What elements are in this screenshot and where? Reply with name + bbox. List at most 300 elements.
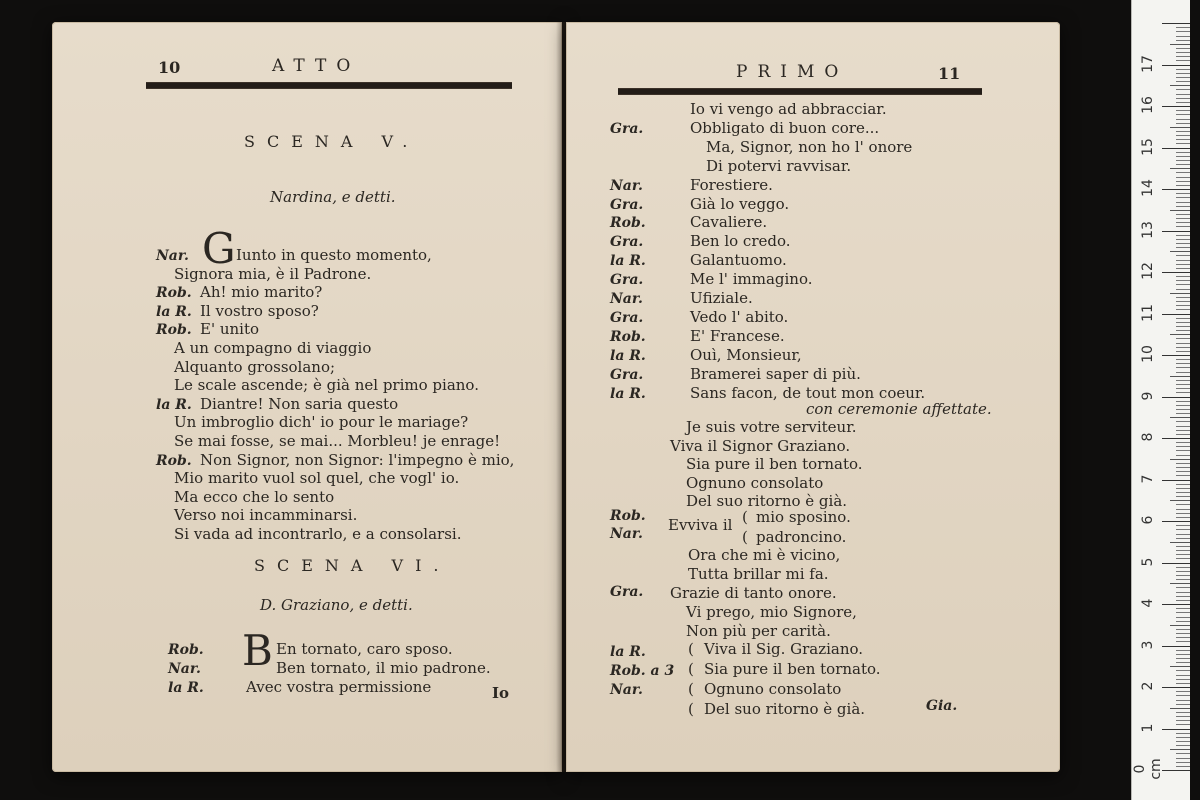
verse-line: Bramerei saper di più. bbox=[690, 364, 861, 383]
ruler-tick bbox=[1176, 268, 1190, 269]
ruler-tick bbox=[1176, 193, 1190, 194]
ruler-tick bbox=[1162, 646, 1190, 647]
speaker-label: Rob. bbox=[610, 328, 646, 345]
ruler-label: 4 bbox=[1140, 598, 1156, 608]
ruler-tick bbox=[1176, 359, 1190, 360]
ruler-label: 15 bbox=[1140, 137, 1156, 156]
ruler-tick bbox=[1176, 40, 1190, 41]
verse-line: Vedo l' abito. bbox=[690, 307, 789, 326]
ruler-label: 3 bbox=[1140, 640, 1156, 649]
ruler-tick bbox=[1176, 309, 1190, 310]
ruler-tick bbox=[1176, 745, 1190, 746]
ruler-tick bbox=[1176, 446, 1190, 447]
ruler-tick bbox=[1176, 247, 1190, 248]
verse-line: Je suis votre serviteur. bbox=[686, 418, 857, 436]
ruler-tick bbox=[1162, 480, 1190, 481]
verse-line: Me l' immagino. bbox=[690, 270, 813, 289]
trio-paren: ( bbox=[688, 660, 694, 678]
speaker-label: Nar. bbox=[610, 177, 643, 194]
ruler-tick bbox=[1176, 235, 1190, 236]
verse-line: Cavaliere. bbox=[690, 213, 768, 232]
drop-cap-g: G bbox=[202, 224, 236, 273]
catchword-left: Io bbox=[492, 684, 510, 702]
ruler-tick bbox=[1176, 475, 1190, 476]
ruler-tick bbox=[1176, 301, 1190, 302]
ruler-tick bbox=[1176, 239, 1190, 240]
ruler-tick bbox=[1176, 276, 1190, 277]
ruler-tick bbox=[1176, 36, 1190, 37]
ruler-tick bbox=[1176, 69, 1190, 70]
verse-line: Tutta brillar mi fa. bbox=[688, 565, 829, 583]
ruler-tick bbox=[1176, 762, 1190, 763]
speaker-label: Gra. bbox=[610, 196, 644, 213]
verse-line: Di potervi ravvisar. bbox=[706, 156, 852, 175]
verse-line: Diantre! Non saria questo bbox=[200, 394, 399, 413]
catchword-right: Gia. bbox=[926, 698, 958, 714]
ruler-tick bbox=[1176, 592, 1190, 593]
verse-line: Le scale ascende; è già nel primo piano. bbox=[174, 376, 479, 395]
verse-line: Galantuomo. bbox=[690, 251, 787, 270]
ruler-tick bbox=[1176, 152, 1190, 153]
ruler-tick bbox=[1176, 114, 1190, 115]
ruler-tick bbox=[1176, 704, 1190, 705]
ruler-tick bbox=[1176, 662, 1190, 663]
page-number-right: 11 bbox=[938, 64, 961, 83]
ruler-tick bbox=[1176, 123, 1190, 124]
ruler-tick bbox=[1176, 280, 1190, 281]
ruler-tick bbox=[1176, 202, 1190, 203]
duet-paren-2: ( bbox=[742, 528, 748, 546]
verse-line: Del suo ritorno è già. bbox=[686, 492, 848, 510]
verse-line: Ben tornato, il mio padrone. bbox=[276, 659, 491, 677]
ruler-label: 1 bbox=[1140, 723, 1156, 732]
verse-line: Il vostro sposo? bbox=[200, 301, 319, 320]
ruler-tick bbox=[1176, 77, 1190, 78]
ruler-tick bbox=[1176, 658, 1190, 659]
ruler-tick bbox=[1170, 708, 1190, 709]
ruler-tick bbox=[1176, 525, 1190, 526]
ruler-tick bbox=[1162, 23, 1190, 24]
ruler-tick bbox=[1176, 737, 1190, 738]
verse-line: Ben lo credo. bbox=[690, 232, 791, 251]
ruler-tick bbox=[1176, 214, 1190, 215]
ruler-tick bbox=[1176, 766, 1190, 767]
ruler-tick bbox=[1176, 434, 1190, 435]
ruler-tick bbox=[1176, 463, 1190, 464]
verse-line: Verso noi incamminarsi. bbox=[174, 506, 358, 525]
running-head-left: ATTO bbox=[272, 56, 361, 76]
verse-line: Io vi vengo ad abbracciar. bbox=[690, 100, 887, 118]
verse-line: E' Francese. bbox=[690, 326, 785, 345]
stage-aside: con ceremonie affettate. bbox=[806, 400, 992, 418]
ruler-tick bbox=[1170, 625, 1190, 626]
ruler-tick bbox=[1176, 670, 1190, 671]
verse-line: Già lo veggo. bbox=[690, 194, 790, 213]
ruler-tick bbox=[1176, 52, 1190, 53]
ruler-tick bbox=[1176, 401, 1190, 402]
right-page bbox=[566, 22, 1060, 772]
ruler-tick bbox=[1176, 695, 1190, 696]
verse-line: Non più per carità. bbox=[686, 622, 831, 640]
ruler-label: 16 bbox=[1140, 96, 1156, 114]
duet-option-1: mio sposino. bbox=[756, 508, 851, 526]
ruler-tick bbox=[1176, 119, 1190, 120]
verse-line: Ognuno consolato bbox=[686, 473, 824, 492]
ruler-tick bbox=[1176, 73, 1190, 74]
ruler-tick bbox=[1176, 554, 1190, 555]
ruler-tick bbox=[1176, 484, 1190, 485]
ruler-tick bbox=[1176, 629, 1190, 630]
ruler-tick bbox=[1176, 347, 1190, 348]
ruler-tick bbox=[1176, 587, 1190, 588]
ruler-tick bbox=[1176, 164, 1190, 165]
duet-option-2: padroncino. bbox=[756, 528, 847, 546]
ruler-label: 2 bbox=[1140, 681, 1156, 691]
ruler-tick bbox=[1176, 48, 1190, 49]
ruler-tick bbox=[1170, 210, 1190, 211]
verse-line: Si vada ad incontrarlo, e a consolarsi. bbox=[174, 525, 462, 543]
ruler-tick bbox=[1176, 172, 1190, 173]
drop-cap-b: B bbox=[242, 626, 273, 675]
verse-line: E' unito bbox=[200, 320, 260, 339]
ruler-tick bbox=[1176, 546, 1190, 547]
ruler-tick bbox=[1176, 181, 1190, 182]
ruler-label: 8 bbox=[1140, 432, 1156, 442]
ruler-tick bbox=[1162, 106, 1190, 107]
speaker-label: Rob. bbox=[156, 285, 192, 302]
ruler-tick bbox=[1176, 600, 1190, 601]
ruler-tick bbox=[1176, 185, 1190, 186]
ruler-tick bbox=[1176, 338, 1190, 339]
ruler-tick bbox=[1170, 666, 1190, 667]
ruler-tick bbox=[1162, 729, 1190, 730]
ruler-tick bbox=[1170, 44, 1190, 45]
measuring-ruler bbox=[1131, 0, 1190, 800]
graziano-speaker: Gra. bbox=[610, 584, 644, 600]
ruler-tick bbox=[1176, 558, 1190, 559]
verse-line: Mio marito vuol sol quel, che vogl' io. bbox=[174, 469, 460, 488]
head-rule-left bbox=[146, 82, 512, 89]
ruler-tick bbox=[1176, 633, 1190, 634]
ruler-tick bbox=[1176, 712, 1190, 713]
ruler-label: 13 bbox=[1140, 220, 1156, 239]
speaker-label: la R. bbox=[156, 396, 192, 413]
ruler-tick bbox=[1162, 687, 1190, 688]
speaker-label: Rob. bbox=[610, 215, 646, 232]
ruler-tick bbox=[1176, 289, 1190, 290]
speaker-label: Nar. bbox=[156, 248, 189, 264]
verse-line: Non Signor, non Signor: l'impegno è mio, bbox=[200, 450, 515, 469]
ruler-tick bbox=[1170, 293, 1190, 294]
speaker-label: Rob. a 3 bbox=[610, 663, 675, 679]
ruler-tick bbox=[1176, 471, 1190, 472]
verse-line: Viva il Signor Graziano. bbox=[670, 436, 851, 455]
ruler-tick bbox=[1176, 488, 1190, 489]
duet-lead: Evviva il bbox=[668, 516, 733, 534]
ruler-tick bbox=[1176, 675, 1190, 676]
ruler-tick bbox=[1176, 260, 1190, 261]
ruler-tick bbox=[1176, 608, 1190, 609]
verse-line: Ora che mi è vicino, bbox=[688, 546, 841, 564]
verse-line: Ufiziale. bbox=[690, 289, 753, 307]
ruler-tick bbox=[1162, 438, 1190, 439]
ruler-label: 14 bbox=[1140, 179, 1156, 197]
ruler-tick bbox=[1176, 218, 1190, 219]
ruler-label: 10 bbox=[1140, 345, 1156, 363]
ruler-label: 17 bbox=[1140, 54, 1156, 73]
ruler-label: 6 bbox=[1140, 515, 1156, 525]
ruler-tick bbox=[1176, 318, 1190, 319]
verse-line: Ma, Signor, non ho l' onore bbox=[706, 137, 913, 156]
verse-line: Obbligato di buon core... bbox=[690, 118, 880, 137]
ruler-tick bbox=[1176, 222, 1190, 223]
verse-line: Ah! mio marito? bbox=[200, 283, 323, 302]
ruler-tick bbox=[1176, 517, 1190, 518]
ruler-tick bbox=[1176, 363, 1190, 364]
speaker-label: la R. bbox=[610, 644, 646, 660]
ruler-tick bbox=[1176, 641, 1190, 642]
verse-line: Ognuno consolato bbox=[704, 680, 842, 698]
scene-v-stage-direction: Nardina, e detti. bbox=[270, 188, 396, 206]
ruler-tick bbox=[1176, 409, 1190, 410]
ruler-tick bbox=[1176, 31, 1190, 32]
speaker-label: Rob. bbox=[156, 322, 192, 339]
ruler-tick bbox=[1176, 534, 1190, 535]
ruler-tick bbox=[1170, 749, 1190, 750]
ruler-tick bbox=[1176, 102, 1190, 103]
ruler-tick bbox=[1176, 160, 1190, 161]
ruler-tick bbox=[1176, 372, 1190, 373]
ruler-tick bbox=[1176, 716, 1190, 717]
ruler-tick bbox=[1176, 226, 1190, 227]
ruler-tick bbox=[1176, 392, 1190, 393]
ruler-tick bbox=[1162, 770, 1190, 771]
ruler-tick bbox=[1176, 135, 1190, 136]
ruler-tick bbox=[1176, 322, 1190, 323]
ruler-tick bbox=[1162, 272, 1190, 273]
ruler-tick bbox=[1176, 529, 1190, 530]
trio-paren: ( bbox=[688, 680, 694, 698]
ruler-tick bbox=[1176, 264, 1190, 265]
ruler-tick bbox=[1162, 397, 1190, 398]
ruler-tick bbox=[1170, 251, 1190, 252]
ruler-tick bbox=[1176, 621, 1190, 622]
ruler-tick bbox=[1176, 139, 1190, 140]
duet-speaker-2: Nar. bbox=[610, 526, 643, 542]
verse-line: Sia pure il ben tornato. bbox=[704, 660, 881, 678]
ruler-tick bbox=[1176, 284, 1190, 285]
verse-line: Sans facon, de tout mon coeur. bbox=[690, 383, 926, 402]
speaker-label: la R. bbox=[156, 303, 192, 320]
ruler-tick bbox=[1176, 575, 1190, 576]
ruler-tick bbox=[1176, 131, 1190, 132]
ruler-tick bbox=[1176, 367, 1190, 368]
speaker-label: Gra. bbox=[610, 234, 644, 251]
ruler-tick bbox=[1176, 596, 1190, 597]
ruler-tick bbox=[1176, 343, 1190, 344]
speaker-label: la R. bbox=[610, 385, 646, 402]
ruler-tick bbox=[1170, 500, 1190, 501]
ruler-tick bbox=[1176, 177, 1190, 178]
ruler-tick bbox=[1176, 455, 1190, 456]
verse-line: Del suo ritorno è già. bbox=[704, 700, 866, 718]
ruler-tick bbox=[1176, 197, 1190, 198]
ruler-tick bbox=[1176, 143, 1190, 144]
verse-line: Sia pure il ben tornato. bbox=[686, 455, 863, 473]
ruler-tick bbox=[1162, 189, 1190, 190]
scene-v-heading: SCENA V. bbox=[244, 132, 420, 151]
ruler-tick bbox=[1176, 617, 1190, 618]
verse-line: Viva il Sig. Graziano. bbox=[704, 640, 864, 658]
ruler-tick bbox=[1176, 388, 1190, 389]
ruler-tick bbox=[1176, 550, 1190, 551]
speaker-label: la R. bbox=[610, 347, 646, 364]
ruler-tick bbox=[1176, 720, 1190, 721]
ruler-tick bbox=[1176, 579, 1190, 580]
ruler-tick bbox=[1176, 571, 1190, 572]
ruler-tick bbox=[1162, 314, 1190, 315]
ruler-tick bbox=[1176, 496, 1190, 497]
speaker-label: Gra. bbox=[610, 309, 644, 326]
verse-line: Grazie di tanto onore. bbox=[670, 584, 837, 602]
ruler-tick bbox=[1170, 376, 1190, 377]
scene-vi-heading: SCENA VI. bbox=[254, 556, 451, 575]
ruler-tick bbox=[1176, 89, 1190, 90]
verse-line: Se mai fosse, se mai... Morbleu! je enrage! bbox=[174, 432, 501, 450]
ruler-tick bbox=[1176, 538, 1190, 539]
verse-line: Ma ecco che lo sento bbox=[174, 487, 335, 506]
ruler-tick bbox=[1170, 334, 1190, 335]
ruler-tick bbox=[1176, 724, 1190, 725]
ruler-tick bbox=[1176, 305, 1190, 306]
ruler-tick bbox=[1176, 637, 1190, 638]
ruler-tick bbox=[1170, 85, 1190, 86]
verse-line: En tornato, caro sposo. bbox=[276, 640, 453, 658]
speaker-label: Nar. bbox=[610, 682, 643, 698]
ruler-tick bbox=[1176, 413, 1190, 414]
ruler-tick bbox=[1176, 380, 1190, 381]
speaker-label: Rob. bbox=[156, 452, 192, 469]
ruler-tick bbox=[1176, 758, 1190, 759]
ruler-tick bbox=[1176, 679, 1190, 680]
ruler-tick bbox=[1170, 417, 1190, 418]
speaker-label: Gra. bbox=[610, 366, 644, 383]
ruler-tick bbox=[1176, 255, 1190, 256]
ruler-tick bbox=[1176, 650, 1190, 651]
verse-line: Un imbroglio dich' io pour le mariage? bbox=[174, 413, 469, 432]
ruler-tick bbox=[1176, 351, 1190, 352]
ruler-label: 12 bbox=[1140, 262, 1156, 280]
ruler-tick bbox=[1162, 231, 1190, 232]
ruler-tick bbox=[1176, 567, 1190, 568]
ruler-tick bbox=[1176, 156, 1190, 157]
ruler-tick bbox=[1176, 60, 1190, 61]
ruler-tick bbox=[1170, 459, 1190, 460]
ruler-tick bbox=[1176, 504, 1190, 505]
ruler-tick bbox=[1176, 94, 1190, 95]
speaker-label: Nar. bbox=[610, 291, 643, 307]
duet-speaker-1: Rob. bbox=[610, 508, 646, 524]
ruler-tick bbox=[1176, 467, 1190, 468]
ruler-tick bbox=[1176, 509, 1190, 510]
speaker-label: Gra. bbox=[610, 120, 644, 137]
ruler-tick bbox=[1176, 27, 1190, 28]
left-page bbox=[52, 22, 562, 772]
ruler-tick bbox=[1176, 654, 1190, 655]
trio-paren: ( bbox=[688, 700, 694, 718]
speaker-label: Nar. bbox=[168, 661, 201, 677]
ruler-label: 9 bbox=[1140, 391, 1156, 400]
ruler-tick bbox=[1176, 405, 1190, 406]
ruler-tick bbox=[1162, 355, 1190, 356]
ruler-tick bbox=[1176, 513, 1190, 514]
ruler-label: 5 bbox=[1140, 557, 1156, 566]
ruler-tick bbox=[1176, 98, 1190, 99]
ruler-tick bbox=[1176, 110, 1190, 111]
verse-line: Vi prego, mio Signore, bbox=[686, 603, 857, 621]
speaker-label: la R. bbox=[610, 253, 646, 270]
ruler-label: 11 bbox=[1140, 303, 1156, 322]
verse-line: Forestiere. bbox=[690, 175, 773, 194]
verse-line: Alquanto grossolano; bbox=[174, 357, 336, 376]
ruler-tick bbox=[1176, 243, 1190, 244]
ruler-tick bbox=[1176, 426, 1190, 427]
page-number-left: 10 bbox=[158, 58, 181, 77]
ruler-tick bbox=[1176, 430, 1190, 431]
speaker-label: Gra. bbox=[610, 272, 644, 289]
verse-line: Avec vostra permissione bbox=[246, 678, 432, 696]
ruler-tick bbox=[1176, 56, 1190, 57]
ruler-tick bbox=[1176, 326, 1190, 327]
verse-line: Iunto in questo momento, bbox=[236, 246, 432, 264]
ruler-tick bbox=[1176, 297, 1190, 298]
speaker-label: Rob. bbox=[168, 642, 204, 658]
ruler-tick bbox=[1176, 691, 1190, 692]
ruler-tick bbox=[1176, 612, 1190, 613]
ruler-tick bbox=[1176, 700, 1190, 701]
verse-line: Signora mia, è il Padrone. bbox=[174, 264, 372, 283]
ruler-tick bbox=[1170, 127, 1190, 128]
ruler-tick bbox=[1162, 521, 1190, 522]
ruler-tick bbox=[1176, 384, 1190, 385]
head-rule-right bbox=[618, 88, 982, 95]
ruler-label: 0 cm bbox=[1132, 758, 1164, 780]
ruler-tick bbox=[1170, 542, 1190, 543]
ruler-tick bbox=[1176, 741, 1190, 742]
ruler-tick bbox=[1176, 81, 1190, 82]
verse-line: Ouì, Monsieur, bbox=[690, 345, 802, 364]
ruler-tick bbox=[1176, 753, 1190, 754]
ruler-tick bbox=[1162, 65, 1190, 66]
ruler-label: 7 bbox=[1140, 474, 1156, 483]
ruler-tick bbox=[1176, 683, 1190, 684]
scene-vi-stage-direction: D. Graziano, e detti. bbox=[260, 596, 413, 614]
running-head-right: PRIMO bbox=[736, 62, 849, 82]
ruler-tick bbox=[1176, 733, 1190, 734]
ruler-tick bbox=[1162, 604, 1190, 605]
ruler-tick bbox=[1176, 421, 1190, 422]
ruler-tick bbox=[1176, 450, 1190, 451]
ruler-tick bbox=[1162, 563, 1190, 564]
ruler-tick bbox=[1162, 148, 1190, 149]
ruler-tick bbox=[1170, 583, 1190, 584]
ruler-tick bbox=[1176, 442, 1190, 443]
ruler-tick bbox=[1176, 206, 1190, 207]
trio-paren: ( bbox=[688, 640, 694, 658]
ruler-tick bbox=[1170, 168, 1190, 169]
ruler-tick bbox=[1176, 492, 1190, 493]
ruler-tick bbox=[1176, 330, 1190, 331]
